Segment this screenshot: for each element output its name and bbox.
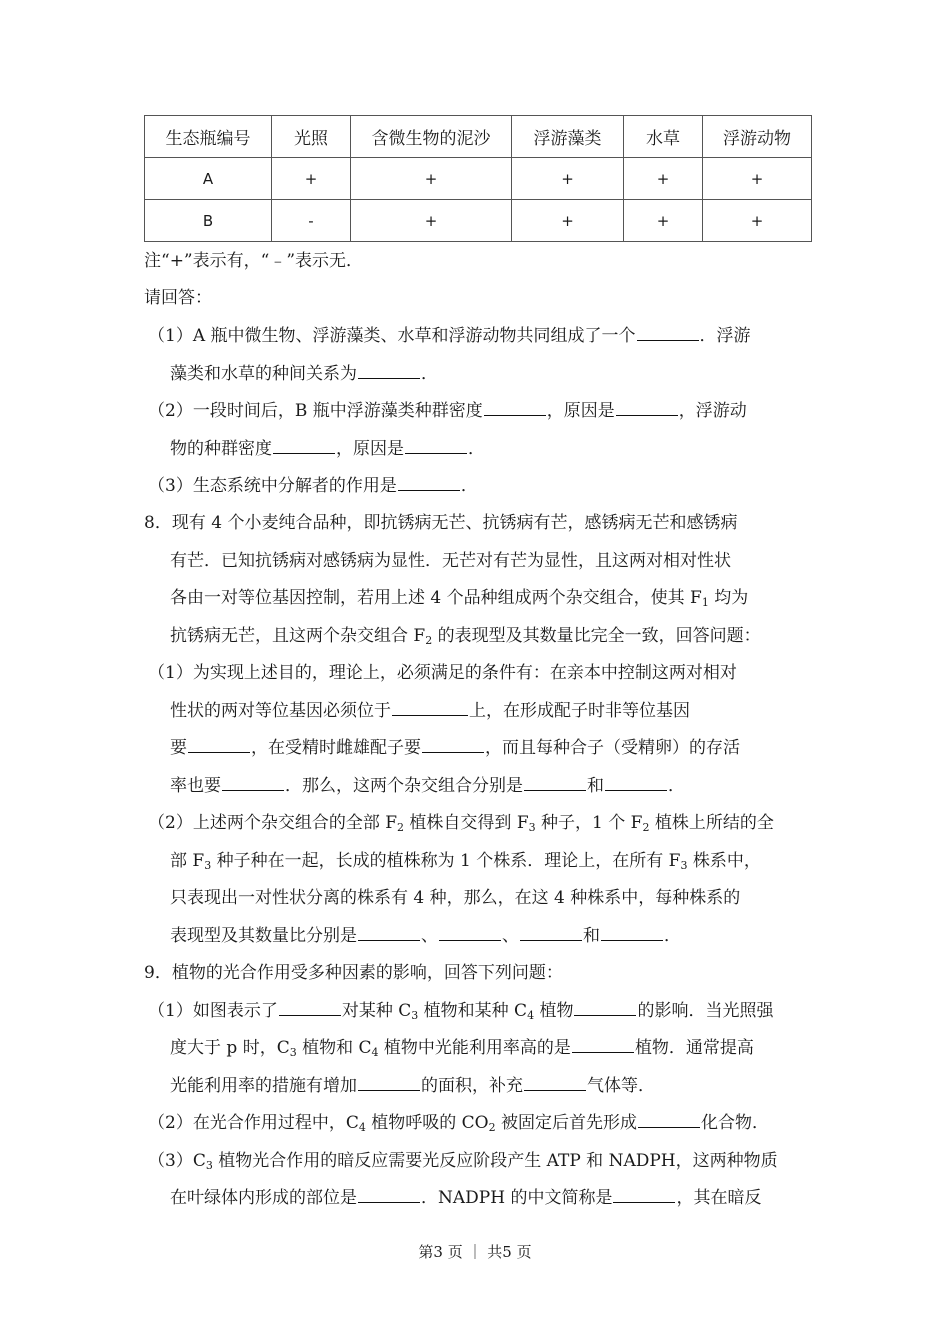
text: 藻类和水草的种间关系为 — [170, 364, 357, 384]
text: ． — [421, 364, 438, 384]
answer-blank[interactable] — [405, 437, 467, 454]
text: 植物 — [534, 1001, 574, 1021]
answer-blank[interactable] — [524, 774, 586, 791]
text: 种子，1 个 F — [535, 813, 643, 833]
answer-blank[interactable] — [398, 474, 460, 491]
q8-part1-line2 — [170, 699, 690, 723]
answer-blank[interactable] — [222, 774, 284, 791]
table-note: 注“+”表示有，“﹣”表示无． — [144, 251, 364, 271]
q8-part2-line1 — [148, 811, 774, 835]
text: 和 — [583, 926, 600, 946]
text: ． — [468, 439, 485, 459]
q8-part1-line1: （1）为实现上述目的，理论上，必须满足的条件有：在亲本中控制这两对相对 — [148, 663, 737, 683]
q9-part2 — [148, 1111, 769, 1135]
text: （3）生态系统中分解者的作用是 — [148, 476, 397, 496]
q9-part1-line1 — [148, 999, 773, 1023]
table-cell: B — [145, 200, 272, 242]
text: 植物．通常提高 — [634, 1038, 754, 1058]
q8-stem-line3 — [170, 586, 748, 610]
table-cell: + — [351, 200, 512, 242]
text: ，而且每种合子（受精卵）的存活 — [485, 738, 740, 758]
text: 和 — [587, 776, 604, 796]
text: 化合物． — [701, 1113, 769, 1133]
table-cell: + — [703, 200, 812, 242]
text: 抗锈病无芒，且这两个杂交组合 F — [170, 626, 426, 646]
answer-blank[interactable] — [392, 699, 468, 716]
answer-blank[interactable] — [520, 924, 582, 941]
q9-stem: 9．植物的光合作用受多种因素的影响，回答下列问题： — [144, 963, 563, 983]
text: 率也要 — [170, 776, 221, 796]
table-cell: A — [145, 158, 272, 200]
answer-blank[interactable] — [273, 437, 335, 454]
page-footer: 第3 页 ｜ 共5 页 — [418, 1243, 532, 1261]
answer-blank[interactable] — [358, 1074, 420, 1091]
table-cell: + — [703, 158, 812, 200]
text: 均为 — [708, 588, 749, 608]
answer-blank[interactable] — [422, 736, 484, 753]
table-header-row — [145, 116, 812, 158]
q9-part1-line3 — [170, 1074, 655, 1098]
q9-part3-line1 — [148, 1149, 778, 1173]
text: 上，在形成配子时非等位基因 — [469, 701, 690, 721]
text: 植物中光能利用率高的是 — [378, 1038, 571, 1058]
table-cell: - — [272, 200, 351, 242]
text: 、 — [421, 926, 438, 946]
subscript: 4 — [371, 1046, 379, 1059]
answer-blank[interactable] — [484, 399, 546, 416]
text: 的表现型及其数量比完全一致，回答问题： — [432, 626, 761, 646]
text: 气体等． — [587, 1076, 655, 1096]
answer-blank[interactable] — [358, 1186, 420, 1203]
table-header-cell: 水草 — [624, 116, 703, 158]
text: 表现型及其数量比分别是 — [170, 926, 357, 946]
subscript: 4 — [527, 1009, 535, 1022]
q8-stem-line1: 8．现有 4 个小麦纯合品种，即抗锈病无芒、抗锈病有芒，感锈病无芒和感锈病 — [144, 513, 738, 533]
table-row — [145, 200, 812, 242]
subscript: 3 — [680, 859, 688, 872]
answer-blank[interactable] — [574, 999, 636, 1016]
q7-part1-line1 — [148, 324, 751, 348]
text: ． — [668, 776, 685, 796]
table-cell: + — [624, 158, 703, 200]
answer-blank[interactable] — [637, 324, 699, 341]
answer-blank[interactable] — [572, 1036, 634, 1053]
q8-part2-line2 — [170, 849, 761, 873]
text: 光能利用率的措施有增加 — [170, 1076, 357, 1096]
answer-blank[interactable] — [439, 924, 501, 941]
text: ，原因是 — [336, 439, 404, 459]
text: 株系中， — [687, 851, 761, 871]
answer-blank[interactable] — [524, 1074, 586, 1091]
text: ，其在暗反 — [676, 1188, 762, 1208]
q9-part3-line2 — [170, 1186, 761, 1210]
q8-part1-line4 — [170, 774, 685, 798]
subscript: 2 — [397, 821, 405, 834]
q9-part1-line2 — [170, 1036, 754, 1060]
answer-blank[interactable] — [616, 399, 678, 416]
text: 植物和 C — [296, 1038, 372, 1058]
text: ，浮游动 — [678, 401, 747, 421]
text: ．那么，这两个杂交组合分别是 — [285, 776, 523, 796]
text: 性状的两对等位基因必须位于 — [170, 701, 391, 721]
text: ． — [460, 476, 478, 496]
table-cell: + — [351, 158, 512, 200]
q7-part3 — [148, 474, 478, 498]
subscript: 2 — [425, 634, 433, 647]
text: （1）A 瓶中微生物、浮游藻类、水草和浮游动物共同组成了一个 — [148, 326, 636, 346]
text: ．NADPH 的中文简称是 — [421, 1188, 613, 1208]
answer-blank[interactable] — [613, 1186, 675, 1203]
table-cell: + — [512, 200, 624, 242]
answer-blank[interactable] — [605, 774, 667, 791]
subscript: 3 — [204, 859, 212, 872]
answer-blank[interactable] — [279, 999, 341, 1016]
text: 被固定后首先形成 — [495, 1113, 637, 1133]
table-cell: + — [512, 158, 624, 200]
subscript: 2 — [488, 1121, 496, 1134]
subscript: 3 — [205, 1159, 213, 1172]
subscript: 2 — [642, 821, 650, 834]
text: 、 — [502, 926, 519, 946]
text: ，原因是 — [546, 401, 615, 421]
text: 植株上所结的全 — [649, 813, 774, 833]
text: 要 — [170, 738, 187, 758]
text: 植物呼吸的 CO — [365, 1113, 489, 1133]
text: 部 F — [170, 851, 205, 871]
please-answer-label: 请回答： — [144, 288, 212, 308]
q8-part2-line3: 只表现出一对性状分离的株系有 4 种，那么，在这 4 种株系中，每种株系的 — [170, 888, 741, 908]
text: ． — [664, 926, 681, 946]
text: 的面积，补充 — [421, 1076, 523, 1096]
answer-blank[interactable] — [358, 362, 420, 379]
answer-blank[interactable] — [358, 924, 420, 941]
subscript: 1 — [701, 596, 709, 609]
text: 的影响．当光照强 — [637, 1001, 774, 1021]
text: （3）C — [148, 1151, 206, 1171]
table-header-cell: 含微生物的泥沙 — [351, 116, 512, 158]
q7-part2-line1 — [148, 399, 747, 423]
table-row — [145, 158, 812, 200]
table-header-cell: 浮游藻类 — [512, 116, 624, 158]
table-cell: + — [272, 158, 351, 200]
table-header-cell: 光照 — [272, 116, 351, 158]
answer-blank[interactable] — [188, 736, 250, 753]
text: 物的种群密度 — [170, 439, 272, 459]
q7-part1-line2 — [170, 362, 438, 386]
text: ．浮游 — [699, 326, 751, 346]
table-header-cell: 浮游动物 — [703, 116, 812, 158]
text: 植物光合作用的暗反应需要光反应阶段产生 ATP 和 NADPH，这两种物质 — [212, 1151, 778, 1171]
text: 对某种 C — [341, 1001, 412, 1021]
q8-part1-line3 — [170, 736, 740, 760]
ecosystem-bottle-table — [144, 115, 812, 242]
q8-stem-line2: 有芒．已知抗锈病对感锈病为显性．无芒对有芒为显性，且这两对相对性状 — [170, 551, 731, 571]
answer-blank[interactable] — [601, 924, 663, 941]
text: 种子种在一起，长成的植株称为 1 个株系．理论上，在所有 F — [211, 851, 681, 871]
text: 植物和某种 C — [418, 1001, 528, 1021]
text: 植株自交得到 F — [404, 813, 529, 833]
q8-part2-line4 — [170, 924, 681, 948]
q8-stem-line4 — [170, 624, 761, 648]
answer-blank[interactable] — [638, 1111, 700, 1128]
text: 度大于 p 时，C — [170, 1038, 290, 1058]
table-cell: + — [624, 200, 703, 242]
table-header-cell: 生态瓶编号 — [145, 116, 272, 158]
text: （1）如图表示了 — [148, 1001, 278, 1021]
text: 各由一对等位基因控制，若用上述 4 个品种组成两个杂交组合，使其 F — [170, 588, 702, 608]
text: 在叶绿体内形成的部位是 — [170, 1188, 357, 1208]
text: ，在受精时雌雄配子要 — [251, 738, 421, 758]
text: （2）在光合作用过程中，C — [148, 1113, 359, 1133]
subscript: 4 — [358, 1121, 366, 1134]
text: （2）一段时间后，B 瓶中浮游藻类种群密度 — [148, 401, 483, 421]
text: （2）上述两个杂交组合的全部 F — [148, 813, 398, 833]
subscript: 3 — [289, 1046, 297, 1059]
subscript: 3 — [411, 1009, 419, 1022]
subscript: 3 — [528, 821, 536, 834]
q7-part2-line2 — [170, 437, 485, 461]
